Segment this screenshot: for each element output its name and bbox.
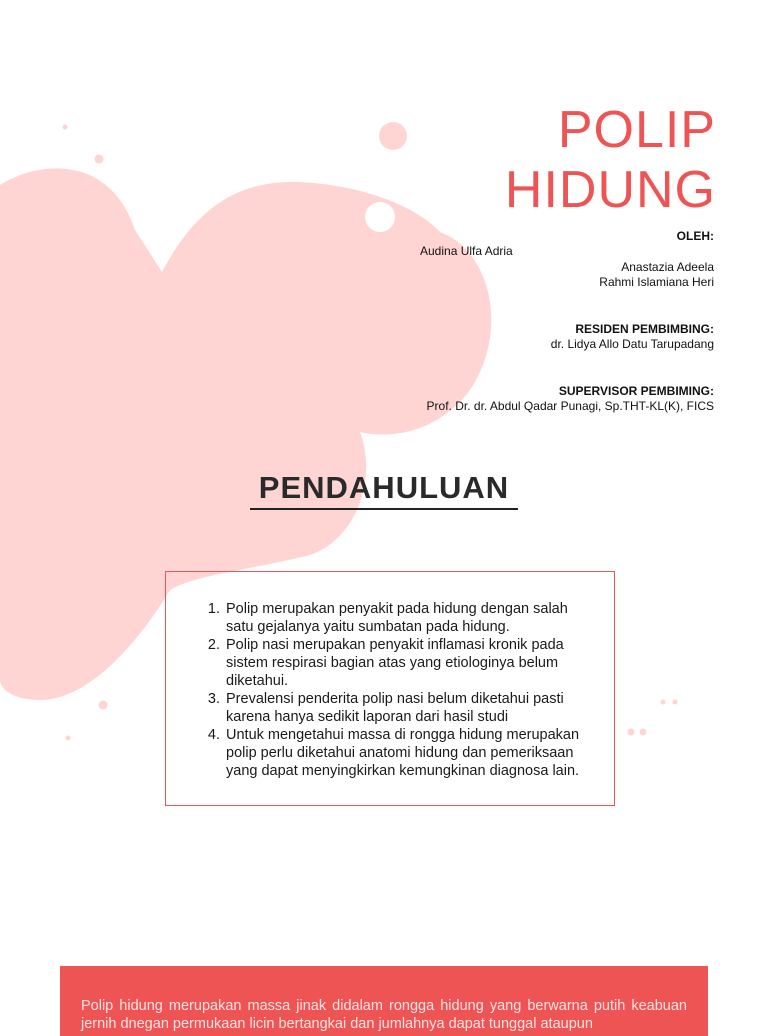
pink-bubble-large <box>379 122 407 150</box>
section-heading: PENDAHULUAN <box>250 470 518 510</box>
author-name-2: Anastazia Adeela <box>621 260 714 274</box>
authors-label: OLEH: <box>676 229 714 243</box>
white-bubble <box>365 202 395 232</box>
list-item: 4. Untuk mengetahui massa di rongga hidung merupakan polip perlu diketahui anatomi hidung dan pemeriksaan yang dapat menyingkirkan kemungkinan diagnosa lain. <box>224 726 594 780</box>
list-item: 2. Polip nasi merupakan penyakit inflamasi kronik pada sistem respirasi bagian atas yang etiologinya belum diketahui. <box>224 636 594 690</box>
resident-name: dr. Lidya Allo Datu Tarupadang <box>550 337 714 351</box>
supervisor-name: Prof. Dr. dr. Abdul Qadar Punagi, Sp.THT-KL(K), FICS <box>426 399 714 413</box>
pink-dot <box>63 125 68 130</box>
banner-text: Polip hidung merupakan massa jinak didalam rongga hidung yang berwarna putih keabuan jernih dnegan permukaan licin bertangkai dan jumlahnya dapat tunggal ataupun <box>81 998 687 1032</box>
pink-dot <box>640 729 647 736</box>
pink-dot <box>66 736 71 741</box>
document-title <box>505 100 716 220</box>
intro-points-list <box>224 600 594 780</box>
definition-banner <box>60 966 708 1036</box>
title-line-2: HIDUNG <box>504 161 716 219</box>
supervisor-label: SUPERVISOR PEMBIMING: <box>558 384 714 398</box>
pink-dot <box>673 700 678 705</box>
author-name-3: Rahmi Islamiana Heri <box>599 275 714 289</box>
intro-points-box <box>165 571 615 806</box>
pink-dot <box>95 155 104 164</box>
author-name-1: Audina Ulfa Adria <box>420 244 513 258</box>
list-item: 1. Polip merupakan penyakit pada hidung dengan salah satu gejalanya yaitu sumbatan pada hidung. <box>224 600 594 636</box>
resident-label: RESIDEN PEMBIMBING: <box>575 322 714 336</box>
list-item: 3. Prevalensi penderita polip nasi belum diketahui pasti karena hanya sedikit laporan dari hasil studi <box>224 690 594 726</box>
title-line-1: POLIP <box>557 101 716 159</box>
pink-dot <box>99 701 108 710</box>
pink-dot <box>661 700 666 705</box>
pink-dot <box>628 729 635 736</box>
